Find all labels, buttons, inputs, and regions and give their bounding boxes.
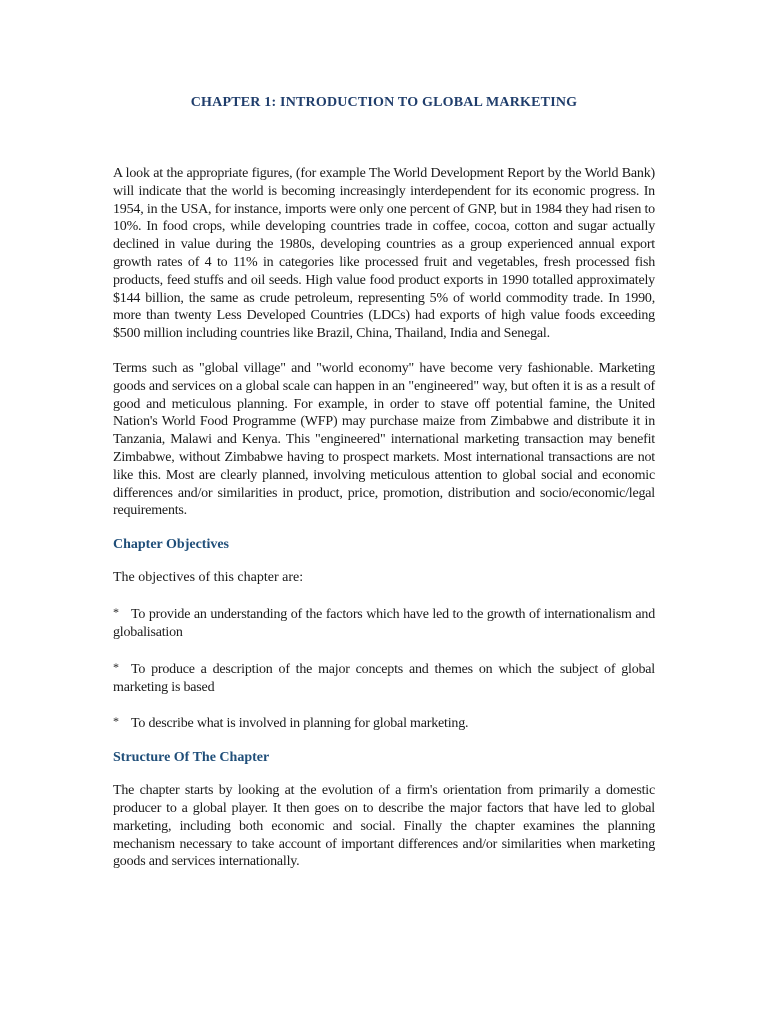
objective-text: To provide an understanding of the factors which have led to the growth of internationalism and globalisation — [113, 607, 655, 640]
objectives-intro: The objectives of this chapter are: — [113, 570, 304, 586]
objective-text: To describe what is involved in planning for global marketing. — [131, 716, 469, 732]
asterisk-bullet-icon: * — [113, 714, 119, 729]
structure-heading: Structure Of The Chapter — [113, 750, 270, 766]
list-item — [113, 604, 655, 642]
global-village-paragraph: Terms such as "global village" and "world economy" have become very fashionable. Marketing goods and services on a global scale can happen in an "engineered" way, but often it is as a result of good and meticulous planning. For example, in order to stave off potential famine, the United Nation's World Food Programme (WFP) may purchase maize from Zimbabwe and distribute it in Tanzania, Malawi and Kenya. This "engineered" international marketing transaction may benefit Zimbabwe, without Zimbabwe having to prospect markets. Most international transactions are not like this. Most are clearly planned, involving meticulous attention to global social and economic differences and/or similarities in product, price, promotion, distribution and socio/economic/legal requirements. — [113, 360, 655, 519]
intro-paragraph: A look at the appropriate figures, (for example The World Development Report by the World Bank) will indicate that the world is becoming increasingly interdependent for its economic progress. In 1954, in the USA, for instance, imports were only one percent of GNP, but in 1984 they had risen to 10%. In food crops, while developing countries trade in coffee, cocoa, cotton and sugar actually declined in value during the 1980s, developing countries as a group experienced annual export growth rates of 4 to 11% in categories like processed fruit and vegetables, fresh processed fish products, feed stuffs and oil seeds. High value food product exports in 1990 totalled approximately $144 billion, the same as crude petroleum, representing 5% of world commodity trade. In 1990, more than twenty Less Developed Countries (LDCs) had exports of high value foods exceeding $500 million including countries like Brazil, China, Thailand, India and Senegal. — [113, 166, 655, 342]
asterisk-bullet-icon: * — [113, 605, 119, 620]
chapter-title: CHAPTER 1: INTRODUCTION TO GLOBAL MARKETING — [190, 95, 578, 110]
objective-text: To produce a description of the major concepts and themes on which the subject of global marketing is based — [113, 661, 655, 695]
asterisk-bullet-icon: * — [113, 659, 119, 674]
list-item — [113, 659, 655, 697]
objectives-list — [113, 604, 655, 733]
structure-paragraph: The chapter starts by looking at the evolution of a firm's orientation from primarily a domestic producer to a global player. It then goes on to describe the major factors that have led to global marketing, including both economic and social. Finally the chapter examines the planning mechanism necessary to take account of important differences and/or similarities when marketing goods and services internationally. — [113, 783, 655, 870]
list-item — [113, 713, 655, 733]
objectives-heading: Chapter Objectives — [113, 537, 229, 553]
document-page — [113, 94, 655, 871]
